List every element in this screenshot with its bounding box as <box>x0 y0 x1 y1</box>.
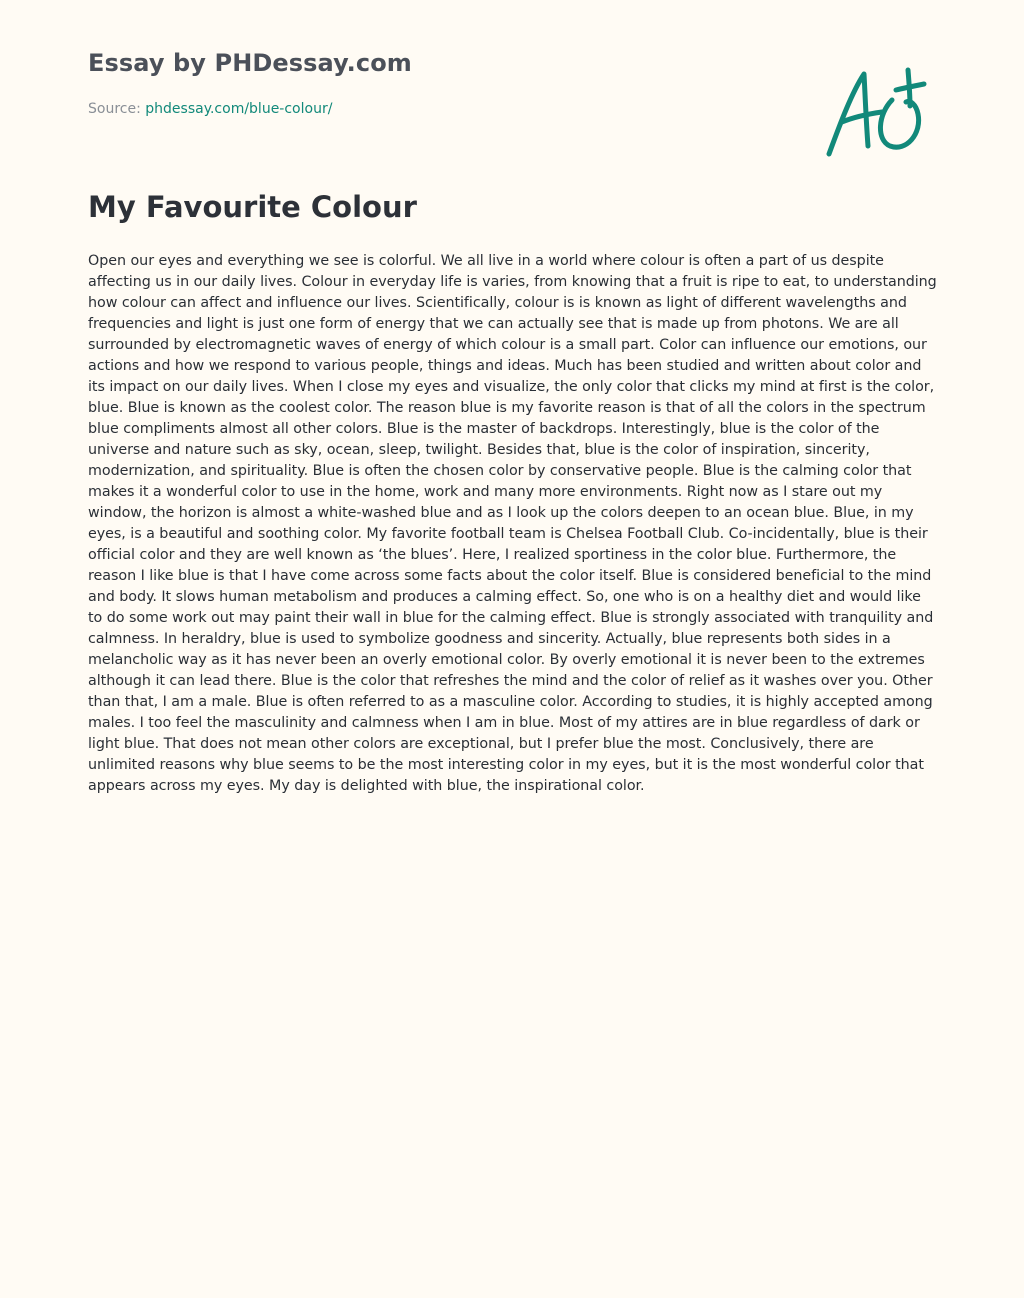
site-title: Essay by PHDessay.com <box>88 49 412 77</box>
source-link[interactable]: phdessay.com/blue-colour/ <box>145 101 333 117</box>
a-plus-grade-icon <box>820 62 932 162</box>
source-line <box>88 101 332 117</box>
source-label: Source: <box>88 101 141 117</box>
essay-body: Open our eyes and everything we see is colorful. We all live in a world where colour is often a part of us despite affecting us in our daily lives. Colour in everyday life is varies, from knowing that a fruit is ripe to eat, to understanding how colour can affect and influence our lives. Scientifically, colour is is known as light of different wavelengths and frequencies and light is just one form of energy that we can actually see that is made up from photons. We are all surrounded by electromagnetic waves of energy of which colour is a small part. Color can influence our emotions, our actions and how we respond to various people, things and ideas. Much has been studied and written about color and its impact on our daily lives. When I close my eyes and visualize, the only color that clicks my mind at first is the color, blue. Blue is known as the coolest color. The reason blue is my favorite reason is that of all the colors in the spectrum blue compliments almost all other colors. Blue is the master of backdrops. Interestingly, blue is the color of the universe and nature such as sky, ocean, sleep, twilight. Besides that, blue is the color of inspiration, sincerity, modernization, and spirituality. Blue is often the chosen color by conservative people. Blue is the calming color that makes it a wonderful color to use in the home, work and many more environments. Right now as I stare out my window, the horizon is almost a white-washed blue and as I look up the colors deepen to an ocean blue. Blue, in my eyes, is a beautiful and soothing color. My favorite football team is Chelsea Football Club. Co-incidentally, blue is their official color and they are well known as ‘the blues’. Here, I realized sportiness in the color blue. Furthermore, the reason I like blue is that I have come across some facts about the color itself. Blue is considered beneficial to the mind and body. It slows human metabolism and produces a calming effect. So, one who is on a healthy diet and would like to do some work out may paint their wall in blue for the calming effect. Blue is strongly associated with tranquility and calmness. In heraldry, blue is used to symbolize goodness and sincerity. Actually, blue represents both sides in a melancholic way as it has never been an overly emotional color. By overly emotional it is never been to the extremes although it can lead there. Blue is the color that refreshes the mind and the color of relief as it washes over you. Other than that, I am a male. Blue is often referred to as a masculine color. According to studies, it is highly accepted among males. I too feel the masculinity and calmness when I am in blue. Most of my attires are in blue regardless of dark or light blue. That does not mean other colors are exceptional, but I prefer blue the most. Conclusively, there are unlimited reasons why blue seems to be the most interesting color in my eyes, but it is the most wonderful color that appears across my eyes. My day is delighted with blue, the inspirational color. <box>88 253 937 794</box>
essay-title: My Favourite Colour <box>88 190 417 224</box>
